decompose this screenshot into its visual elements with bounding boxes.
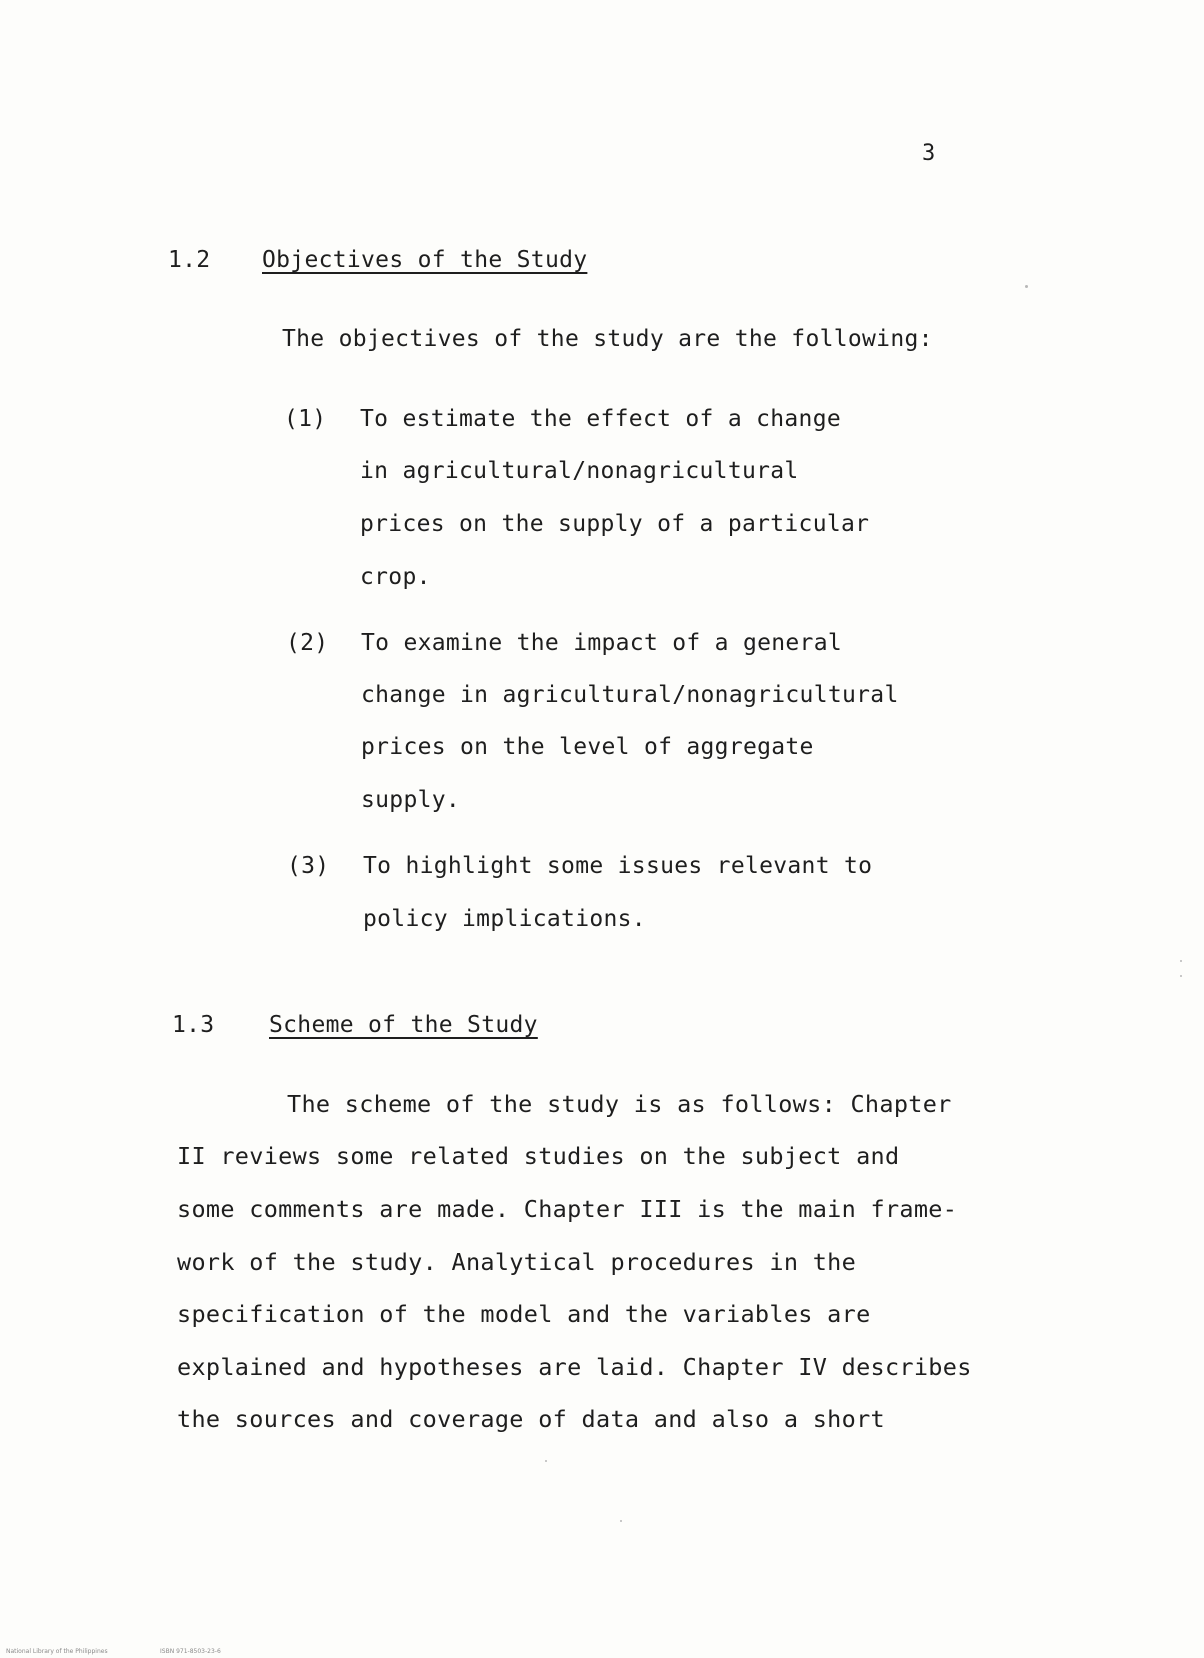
section-title: Scheme of the Study (269, 1012, 538, 1038)
scan-speck (1180, 975, 1182, 977)
scan-speck (620, 1520, 622, 1522)
paragraph-line: The scheme of the study is as follows: Chapter (287, 1090, 952, 1118)
list-item-line: prices on the level of aggregate (361, 734, 814, 760)
paragraph-line: explained and hypotheses are laid. Chapter IV describes (177, 1353, 972, 1381)
list-item-line: crop. (360, 564, 431, 590)
section-number: 1.3 (172, 1012, 215, 1038)
page-number: 3 (922, 141, 936, 166)
list-item-line: change in agricultural/nonagricultural (361, 682, 899, 708)
objectives-intro: The objectives of the study are the following: (282, 326, 933, 352)
paragraph-line: work of the study. Analytical procedures in the (177, 1248, 857, 1276)
scan-speck (1025, 285, 1028, 288)
list-marker: (3) (287, 853, 330, 879)
scan-speck (545, 1460, 547, 1462)
paragraph-line: specification of the model and the variables are (177, 1300, 871, 1328)
list-item-line: To examine the impact of a general (361, 630, 843, 656)
list-item-line: policy implications. (363, 906, 646, 932)
list-item-line: To highlight some issues relevant to (363, 853, 873, 879)
section-title: Objectives of the Study (262, 247, 588, 273)
paragraph-line: the sources and coverage of data and also a short (177, 1405, 885, 1433)
footer-left-text: National Library of the Philippines (6, 1648, 108, 1655)
list-marker: (2) (286, 630, 329, 656)
list-item-line: To estimate the effect of a change (360, 406, 842, 432)
paragraph-line: some comments are made. Chapter III is the main frame- (177, 1195, 958, 1223)
list-marker: (1) (284, 406, 327, 432)
section-number: 1.2 (168, 247, 211, 273)
footer-right-text: ISBN 971-8503-23-6 (160, 1648, 221, 1655)
list-item-line: in agricultural/nonagricultural (360, 458, 799, 484)
list-item-line: supply. (361, 787, 461, 813)
scan-speck (1180, 960, 1182, 962)
list-item-line: prices on the supply of a particular (360, 511, 870, 537)
paragraph-line: II reviews some related studies on the subject and (177, 1142, 900, 1170)
